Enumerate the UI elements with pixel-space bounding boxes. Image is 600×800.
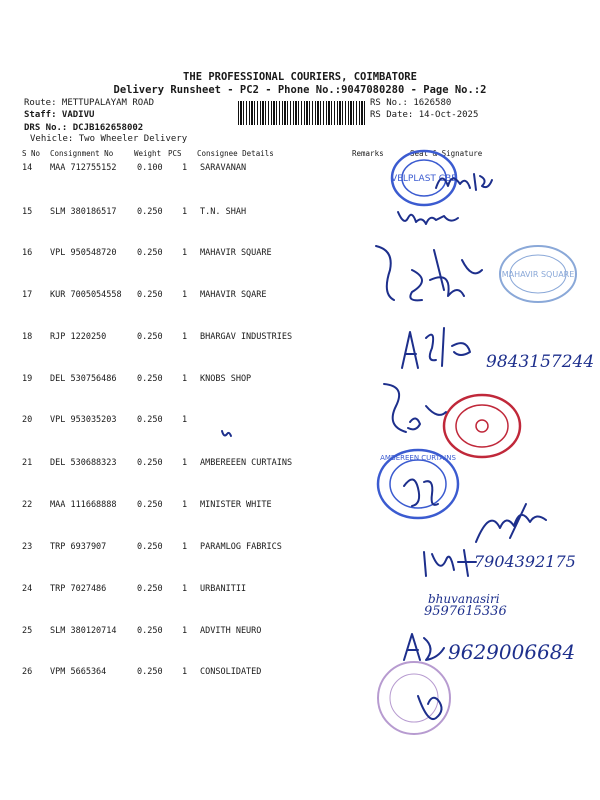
row-pcs: 1 xyxy=(182,163,188,173)
signature-row-25 xyxy=(398,628,448,668)
row-weight: 0.250 xyxy=(137,332,163,342)
row-sno: 22 xyxy=(22,500,33,510)
handwritten-name-row-24: bhuvanasiri xyxy=(428,592,500,606)
row-sno: 15 xyxy=(22,207,33,217)
row-sno: 17 xyxy=(22,290,33,300)
handwritten-phone-row-24: 9597615336 xyxy=(424,604,507,619)
signature-row-23 xyxy=(420,546,480,580)
rs-date: RS Date: 14-Oct-2025 xyxy=(370,110,479,120)
stamp-mahavir-square xyxy=(496,242,580,306)
staff-label: Staff: VADIVU xyxy=(24,110,95,120)
col-pcs: PCS xyxy=(168,149,182,158)
row-consignee: URBANITII xyxy=(200,584,247,594)
col-weight: Weight xyxy=(134,149,162,158)
row-sno: 18 xyxy=(22,332,33,342)
document-subtitle: Delivery Runsheet - PC2 - Phone No.:9047080280 - Page No.:2 xyxy=(113,84,487,96)
document-title: THE PROFESSIONAL COURIERS, COIMBATORE xyxy=(183,71,417,83)
row-consignment: DEL 530756486 xyxy=(50,374,117,384)
row-consignee: ADVITH NEURO xyxy=(200,626,262,636)
row-consignment: KUR 7005054558 xyxy=(50,290,122,300)
rs-number: RS No.: 1626580 xyxy=(370,98,452,108)
barcode xyxy=(238,101,366,125)
stamp-text: MAHAVIR SQUARE xyxy=(501,270,575,279)
row-weight: 0.100 xyxy=(137,163,163,173)
row-weight: 0.250 xyxy=(137,415,163,425)
stray-pen-mark xyxy=(220,428,236,440)
signature-row-26 xyxy=(412,690,456,730)
row-consignment: RJP 1220250 xyxy=(50,332,107,342)
col-seal-signature: Seal & Signature xyxy=(410,149,483,158)
row-weight: 0.250 xyxy=(137,248,163,258)
row-pcs: 1 xyxy=(182,374,188,384)
row-pcs: 1 xyxy=(182,667,188,677)
row-consignment: VPL 953035203 xyxy=(50,415,117,425)
row-weight: 0.250 xyxy=(137,667,163,677)
row-pcs: 1 xyxy=(182,290,188,300)
row-consignee: KNOBS SHOP xyxy=(200,374,252,384)
row-consignee: SARAVANAN xyxy=(200,163,247,173)
row-consignee: T.N. SHAH xyxy=(200,207,247,217)
row-consignment: SLM 380186517 xyxy=(50,207,117,217)
row-weight: 0.250 xyxy=(137,374,163,384)
row-sno: 19 xyxy=(22,374,33,384)
handwritten-phone-row-23: 7904392175 xyxy=(474,552,576,571)
row-consignee: MAHAVIR SQARE xyxy=(200,290,267,300)
row-weight: 0.250 xyxy=(137,290,163,300)
row-weight: 0.250 xyxy=(137,500,163,510)
row-consignment: MAA 111668888 xyxy=(50,500,117,510)
row-pcs: 1 xyxy=(182,542,188,552)
row-pcs: 1 xyxy=(182,207,188,217)
drs-number: DRS No.: DCJB162658002 xyxy=(24,123,144,133)
row-sno: 23 xyxy=(22,542,33,552)
row-consignment: SLM 380120714 xyxy=(50,626,117,636)
row-consignee: AMBEREEEN CURTAINS xyxy=(200,458,293,468)
stamp-text: AMBEREEN CURTAINS xyxy=(380,454,456,462)
row-sno: 26 xyxy=(22,667,33,677)
row-pcs: 1 xyxy=(182,332,188,342)
row-weight: 0.250 xyxy=(137,626,163,636)
row-consignee: MAHAVIR SQUARE xyxy=(200,248,272,258)
stamp-text: VELPLAST CBE xyxy=(391,174,457,184)
row-consignment: VPL 950548720 xyxy=(50,248,117,258)
signature-row-16-17 xyxy=(372,240,492,320)
row-sno: 14 xyxy=(22,163,33,173)
row-consignment: TRP 6937907 xyxy=(50,542,107,552)
route-label: Route: METTUPALAYAM ROAD xyxy=(24,98,155,108)
row-sno: 25 xyxy=(22,626,33,636)
row-sno: 21 xyxy=(22,458,33,468)
row-consignment: MAA 712755152 xyxy=(50,163,117,173)
row-consignment: TRP 7027486 xyxy=(50,584,107,594)
signature-row-14 xyxy=(430,166,494,196)
row-consignee: CONSOLIDATED xyxy=(200,667,262,677)
signature-row-15 xyxy=(394,206,464,232)
row-weight: 0.250 xyxy=(137,458,163,468)
row-consignment: VPM 5665364 xyxy=(50,667,107,677)
signature-row-21 xyxy=(398,466,442,512)
row-sno: 20 xyxy=(22,415,33,425)
row-weight: 0.250 xyxy=(137,207,163,217)
handwritten-phone-row-18: 9843157244 xyxy=(486,352,595,372)
col-consignee: Consignee Details xyxy=(197,149,274,158)
row-consignment: DEL 530688323 xyxy=(50,458,117,468)
row-pcs: 1 xyxy=(182,584,188,594)
row-weight: 0.250 xyxy=(137,584,163,594)
row-sno: 24 xyxy=(22,584,33,594)
col-sno: S No xyxy=(22,149,41,158)
row-weight: 0.250 xyxy=(137,542,163,552)
row-sno: 16 xyxy=(22,248,33,258)
row-pcs: 1 xyxy=(182,248,188,258)
row-pcs: 1 xyxy=(182,500,188,510)
signature-row-18 xyxy=(396,318,486,374)
col-remarks: Remarks xyxy=(352,149,384,158)
row-pcs: 1 xyxy=(182,415,188,425)
row-consignee: BHARGAV INDUSTRIES xyxy=(200,332,293,342)
signature-row-19-20 xyxy=(376,376,456,446)
col-consignment: Consignment No xyxy=(50,149,114,158)
handwritten-phone-row-25: 9629006684 xyxy=(448,640,576,664)
row-consignee: PARAMLOG FABRICS xyxy=(200,542,282,552)
row-consignee: MINISTER WHITE xyxy=(200,500,272,510)
vehicle-label: Vehicle: Two Wheeler Delivery xyxy=(30,134,188,144)
signature-row-22 xyxy=(470,498,554,548)
row-pcs: 1 xyxy=(182,626,188,636)
row-pcs: 1 xyxy=(182,458,188,468)
